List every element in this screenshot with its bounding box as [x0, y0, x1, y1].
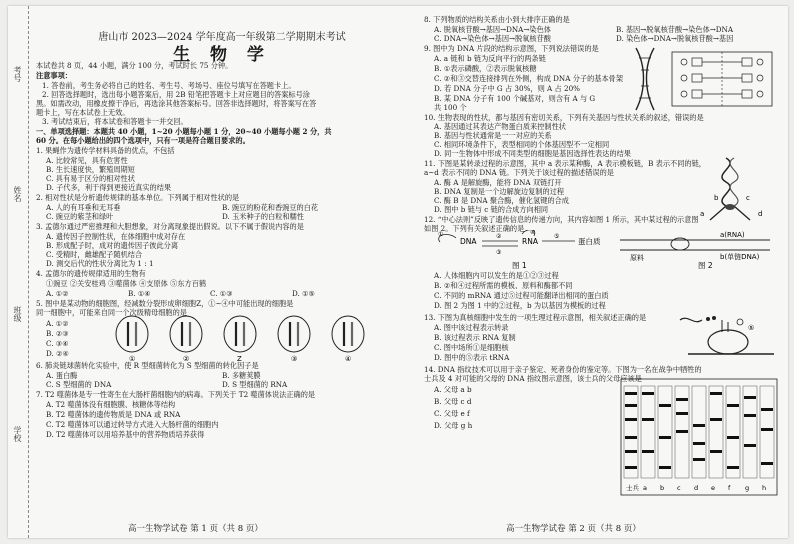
- question-line: B. 基因→脱氧核苷酸→染色体→DNA: [616, 25, 734, 34]
- gel-band: [727, 404, 739, 407]
- question-line: 一、单项选择题：本题共 40 小题，1~20 小题每小题 1 分，20~40 小题每小题 2 分，共: [36, 127, 332, 136]
- gel-lane: [641, 386, 655, 478]
- question-line: 11. 下图是某转录过程的示意图，其中 a 表示某种酶，A 表示模板链，B 表示不同的链，: [424, 159, 706, 168]
- question-line: A. 蛋白酶: [46, 371, 78, 380]
- question-line: B. 基因与性状通常是一一对应的关系: [434, 131, 552, 140]
- cell-label: ③: [291, 355, 298, 362]
- dogma-step: ⑤: [554, 233, 560, 240]
- lane-label: d: [694, 484, 699, 492]
- question-line: 1. 答卷前，考生务必将自己的姓名、考生号、考场号、座位号填写在答题卡上。: [42, 81, 296, 90]
- gel-lane: [692, 386, 706, 478]
- question-line: B. 该过程表示 RNA 复制: [434, 333, 516, 342]
- question-line: 3. 考试结束后，将本试卷和答题卡一并交回。: [42, 117, 188, 126]
- question-line: 10. 生物表现的性状，都与基因有密切关系，下列有关基因与性状关系的叙述，错误的是: [424, 113, 704, 122]
- cell-label: Z: [237, 355, 242, 362]
- gel-band: [744, 396, 756, 399]
- question-line: B. 父母 c d: [434, 397, 472, 406]
- question-line: 4. 孟德尔的遗传规律适用的生物有: [36, 269, 146, 278]
- gel-lane: [658, 386, 672, 478]
- question-line: A. 图中该过程表示转录: [434, 323, 509, 332]
- gel-band: [659, 466, 671, 469]
- gel-band: [744, 414, 756, 417]
- question-line: A. a 链和 b 链为反向平行的两条链: [434, 54, 546, 63]
- gel-band: [693, 458, 705, 461]
- lane-label: c: [677, 484, 681, 492]
- question-line: 同一细胞中，可能来自同一个次级精母细胞的是: [36, 308, 187, 317]
- question-line: a~d 表示不同的 DNA 链。下列关于该过程的描述错误的是: [424, 168, 614, 177]
- binding-label-school: 学校: [13, 426, 22, 442]
- question-line: A. 基因通过其表达产物蛋白质来控制性状: [434, 122, 566, 131]
- question-line: B. 生长速度快，繁殖周期短: [46, 165, 135, 174]
- question-line: 士兵及 4 对可能的父母的 DNA 指纹图示意图，该士兵的父母应该是: [424, 374, 642, 383]
- gel-band: [693, 424, 705, 427]
- binding-label-class: 班级: [13, 306, 22, 322]
- binding-label-name: 姓名: [13, 186, 22, 202]
- question-line: C. DNA→染色体→基因→脱氧核苷酸: [434, 34, 551, 43]
- gel-band: [710, 418, 722, 421]
- q11-figure-svg: [696, 156, 766, 222]
- question-line: 如图 2。下列有关叙述正确的是: [424, 224, 525, 233]
- question-line: 黑。如需改动，用橡皮擦干净后，再选涂其他答案标号。回答非选择题时，将答案写在答: [36, 99, 317, 108]
- q14-dna-fingerprint-figure: [620, 378, 780, 498]
- ribosome-icon: [678, 312, 778, 362]
- question-line: A. ①②: [46, 289, 69, 298]
- question-line: A. 人体细胞内可以发生的是①②③过程: [434, 271, 559, 280]
- dogma-step: ②: [496, 233, 502, 240]
- gel-band: [625, 436, 637, 439]
- question-line: B. ①表示磷酸，②表示脱氧核糖: [434, 64, 537, 73]
- gel-band: [625, 392, 637, 395]
- question-line: D. S 型细菌的 RNA: [222, 380, 288, 389]
- question-line: D. ①⑤: [292, 289, 315, 298]
- question-line: A. 人的有耳垂和无耳垂: [46, 203, 121, 212]
- question-line: D. 图中的⑤表示 tRNA: [434, 353, 510, 362]
- question-line: D. T2 噬菌体可以用培养基中的营养物质培养获得: [46, 430, 205, 439]
- cell-label: ①: [129, 355, 136, 362]
- question-line: 13. 下图为真核细胞中发生的一项生理过程示意图，相关叙述正确的是: [424, 313, 647, 322]
- question-line: A. ①②: [46, 319, 69, 328]
- question-line: 注意事项：: [36, 71, 72, 80]
- question-line: A. 遗传因子控制性状，在体细胞中成对存在: [46, 232, 186, 241]
- question-line: 5. 图中是某动物的细胞图，经减数分裂形成卵细胞Z，①~④中可能出现的细胞是: [36, 299, 294, 308]
- question-line: C. 图中场所①是细胞核: [434, 343, 509, 352]
- question-line: B. ②③: [46, 329, 69, 338]
- q11-replication-figure: [696, 156, 766, 222]
- cell-outline: [332, 316, 364, 352]
- gel-band: [761, 428, 773, 431]
- question-line: C. 父母 e f: [434, 409, 470, 418]
- footer-page-1: 高一生物学试卷 第 1 页（共 8 页）: [128, 524, 263, 534]
- dogma-node: DNA: [460, 237, 477, 246]
- gel-lane: [709, 386, 723, 478]
- gel-band: [625, 418, 637, 421]
- question-line: D. 若 DNA 分子中 G 占 30%，则 A 占 20%: [434, 84, 580, 93]
- question-line: 12. “中心法则”反映了遗传信息的传递方向，其内容如图 1 所示，其中某过程的示意图: [424, 215, 699, 224]
- question-line: B. ②和④过程所需的模板、原料和酶都不同: [434, 281, 573, 290]
- gel-band: [625, 404, 637, 407]
- lane-label: 士兵: [626, 484, 639, 492]
- dogma-step: ④: [530, 230, 536, 236]
- question-line: C. ③④: [46, 339, 69, 348]
- question-line: C. T2 噬菌体可以通过转导方式进入大肠杆菌的细胞内: [46, 420, 219, 429]
- strand-label: b: [714, 194, 719, 202]
- gel-band: [676, 398, 688, 401]
- svg-text:⑤: ⑤: [748, 324, 755, 332]
- gel-band: [710, 392, 722, 395]
- lane-label: e: [711, 484, 715, 492]
- question-line: C. 豌豆的紫茎和绿叶: [46, 212, 114, 221]
- figure-1-caption: 图 1: [512, 261, 527, 270]
- question-line: D. ②④: [46, 349, 69, 358]
- question-line: B. 多糖荚膜: [222, 371, 261, 380]
- question-line: 2. 回答选择题时，选出每小题答案后，用 2B 铅笔把答题卡上对应题目的答案标号涂: [42, 90, 310, 99]
- question-line: B. 豌豆的粉花和香豌豆的白花: [222, 203, 319, 212]
- question-line: D. 图中 b 链与 c 链的合成方向相同: [434, 205, 549, 214]
- question-line: A. 酶 A 是解旋酶，能将 DNA 双链打开: [434, 178, 562, 187]
- binding-strip: [8, 6, 29, 538]
- question-line: A. 比较常见，具有危害性: [46, 156, 128, 165]
- lane-label: a: [643, 484, 647, 492]
- gel-band: [727, 466, 739, 469]
- question-line: C. 相同环境条件下，表型相同的个体基因型不一定相同: [434, 140, 610, 149]
- question-line: B. 形成配子时，成对的遗传因子彼此分离: [46, 241, 179, 250]
- gel-lane: [624, 386, 638, 478]
- exam-subject: 生 物 学: [173, 45, 271, 65]
- question-line: C. ②和③交替连接排列在外侧，构成 DNA 分子的基本骨架: [434, 74, 624, 83]
- q5-figure-svg: [110, 314, 380, 362]
- gel-lane: [743, 386, 757, 478]
- binding-label-exam-no: 考号: [13, 66, 22, 82]
- fig2-a-label: a(RNA): [720, 231, 745, 239]
- question-line: 7. T2 噬菌体是专一性寄生在大肠杆菌细胞内的病毒。下列关于 T2 噬菌体说法正确的是: [36, 390, 316, 399]
- lane-label: f: [728, 484, 731, 492]
- question-line: C. 不同的 mRNA 通过⑤过程可能翻译出相同的蛋白质: [434, 291, 609, 300]
- gel-band: [625, 466, 637, 469]
- gel-band: [625, 450, 637, 453]
- gel-band: [676, 430, 688, 433]
- q14-figure-svg: [620, 378, 780, 498]
- question-line: C. 受精时，雌雄配子随机结合: [46, 250, 143, 259]
- fig2-b-label: b(单链DNA): [720, 253, 760, 261]
- strand-label: d: [758, 210, 763, 218]
- gel-band: [710, 450, 722, 453]
- question-line: C. S 型细菌的 DNA: [46, 380, 112, 389]
- question-line: 8. 下列物质的结构关系由小到大排序正确的是: [424, 15, 570, 24]
- cell-outline: [116, 316, 148, 352]
- question-line: 6. 肺炎链球菌转化实验中，使 R 型细菌转化为 S 型细菌的转化因子是: [36, 361, 259, 370]
- question-line: A. 脱氧核苷酸→基因→DNA→染色体: [434, 25, 551, 34]
- page-right: [420, 6, 784, 538]
- question-line: D. 图 2 为图 1 中的②过程，b 为以基因为模板的过程: [434, 301, 606, 310]
- question-line: D. 同一生物体中形成不同类型的细胞是基因选择性表达的结果: [434, 149, 631, 158]
- gel-band: [693, 442, 705, 445]
- lane-label: g: [745, 484, 750, 492]
- question-line: D. 测交后代的性状分离比为 1 : 1: [46, 259, 154, 268]
- gel-band: [642, 418, 654, 421]
- exam-title: 唐山市 2023—2024 学年度高一年级第二学期期末考试: [98, 32, 346, 43]
- question-line: C. ①③: [210, 289, 233, 298]
- figure-2-caption: 图 2: [698, 261, 713, 270]
- question-line: 2. 相对性状是分析遗传规律的基本单位。下列属于相对性状的是: [36, 193, 240, 202]
- gel-lane: [726, 386, 740, 478]
- gel-band: [761, 462, 773, 465]
- q9-dna-figure: [632, 46, 776, 112]
- footer-page-2: 高一生物学试卷 第 2 页（共 8 页）: [506, 524, 641, 534]
- question-line: B. T2 噬菌体的遗传物质是 DNA 或 RNA: [46, 410, 181, 419]
- cell-label: ②: [183, 355, 190, 362]
- question-line: 题卡上，写在本试卷上无效。: [36, 108, 130, 117]
- question-line: C. 具有易于区分的相对性状: [46, 174, 135, 183]
- question-line: 1. 果蝇作为遗传学材料具备的优点，不包括: [36, 146, 175, 155]
- strand-label: c: [746, 194, 750, 202]
- gel-band: [642, 392, 654, 395]
- question-line: D. 玉米种子的白粒和糯性: [222, 212, 304, 221]
- question-line: C. 酶 B 是 DNA 聚合酶，催化氢键的合成: [434, 196, 569, 205]
- question-line: 本试卷共 8 页，44 小题，满分 100 分，考试时长 75 分钟。: [36, 61, 233, 70]
- gel-band: [727, 436, 739, 439]
- cell-outline: [170, 316, 202, 352]
- question-line: B. ①④: [128, 289, 151, 298]
- question-line: A. T2 噬菌体没有细胞膜、核糖体等结构: [46, 400, 176, 409]
- dogma-node: RNA: [522, 237, 538, 246]
- q12-central-dogma-figure: [430, 230, 780, 272]
- gel-band: [659, 404, 671, 407]
- question-line: D. 染色体→DNA→脱氧核苷酸→基因: [616, 34, 734, 43]
- dogma-step: ①: [438, 231, 444, 238]
- dogma-node: 蛋白质: [578, 237, 601, 246]
- gel-band: [642, 450, 654, 453]
- exam-sheet: [8, 6, 788, 538]
- strand-label: a: [700, 210, 705, 218]
- q13-translation-figure: [678, 312, 778, 362]
- gel-band: [761, 408, 773, 411]
- dna-helix-icon: [632, 46, 776, 112]
- question-line: B. DNA 复制是一个边解旋边复制的过程: [434, 187, 565, 196]
- question-line: 60 分。在每小题给出的四个选项中，只有一项是符合题目要求的。: [36, 136, 250, 145]
- question-line: ①豌豆 ②关安桂鸡 ③噬菌体 ④支原体 ⑤东方百鹤: [46, 279, 207, 288]
- page-left: [32, 6, 412, 538]
- fig2-source-label: 原料: [630, 254, 644, 262]
- lane-label: h: [762, 484, 767, 492]
- question-line: 3. 孟德尔通过严密推理和大胆想象，对分离现象提出假说。以下不属于假说内容的是: [36, 222, 304, 231]
- lane-label: b: [660, 484, 665, 492]
- question-line: B. 某 DNA 分子有 100 个碱基对，则含有 A 与 G: [434, 94, 596, 103]
- question-line: 14. DNA 指纹技术可以用于亲子鉴定、死者身份的鉴定等。下图为一名在战争中牺牲的: [424, 365, 702, 374]
- question-line: D. 父母 g h: [434, 421, 473, 430]
- gel-band: [676, 412, 688, 415]
- question-line: 9. 图中为 DNA 片段的结构示意图，下列说法错误的是: [424, 44, 599, 53]
- gel-band: [744, 444, 756, 447]
- dogma-step: ③: [496, 249, 502, 256]
- question-line: D. 子代多，利于得到更接近真实的结果: [46, 183, 172, 192]
- gel-band: [659, 436, 671, 439]
- question-line: 共 100 个: [434, 103, 467, 112]
- q5-cell-figure: [110, 314, 380, 362]
- question-line: A. 父母 a b: [434, 385, 472, 394]
- q12-figure-svg: [430, 230, 780, 272]
- cell-outline: [278, 316, 310, 352]
- cell-label: ④: [345, 355, 352, 362]
- cell-outline: [224, 316, 256, 352]
